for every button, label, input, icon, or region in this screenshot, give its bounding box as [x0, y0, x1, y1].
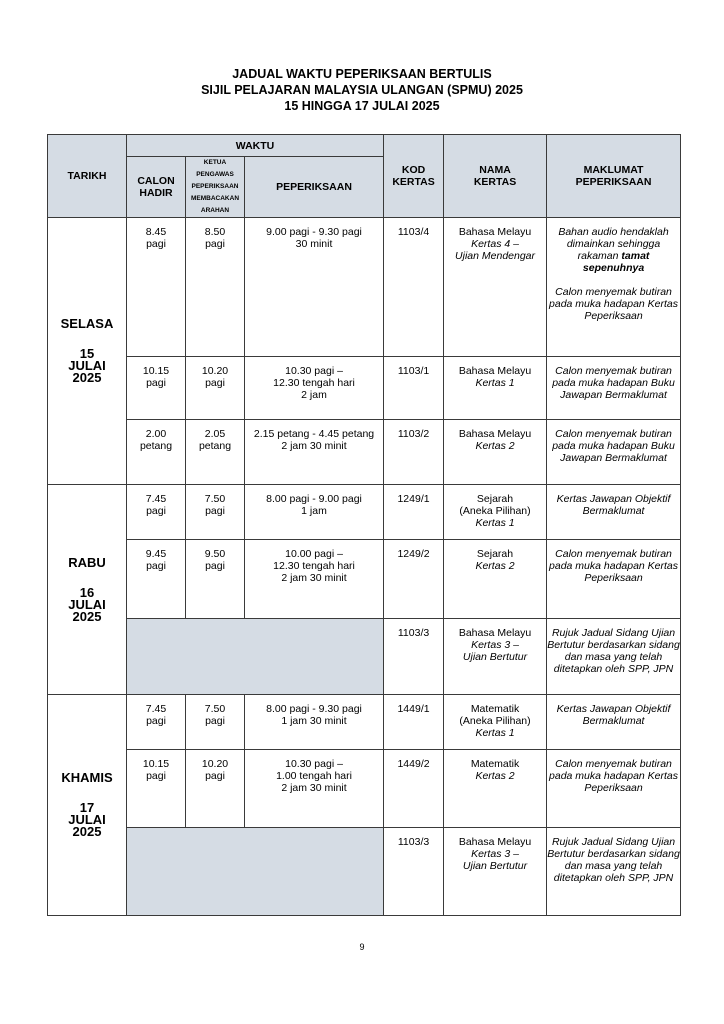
paper-code: 1103/3 — [384, 828, 444, 916]
table-row — [48, 828, 681, 916]
header-nama-kertas: NAMA KERTAS — [444, 135, 547, 218]
exam-time: 8.00 pagi - 9.30 pagi 1 jam 30 minit — [245, 695, 384, 750]
exam-info: Kertas Jawapan Objektif Bermaklumat — [547, 695, 681, 750]
ketua-pengawas-time: 7.50 pagi — [186, 695, 245, 750]
exam-info: Rujuk Jadual Sidang Ujian Bertutur berdasarkan sidang dan masa yang telah ditetapkan oleh SPP, JPN — [547, 619, 681, 695]
document-date-range: 15 HINGGA 17 JULAI 2025 — [284, 99, 440, 113]
day-cell-selasa: SELASA 15 JULAI 2025 — [48, 218, 127, 485]
exam-info: Calon menyemak butiran pada muka hadapan Kertas Peperiksaan — [547, 540, 681, 619]
paper-name: Sejarah Kertas 2 — [444, 540, 547, 619]
paper-name: Bahasa Melayu Kertas 2 — [444, 420, 547, 485]
calon-hadir-time: 10.15 pagi — [127, 750, 186, 828]
header-kod-kertas: KOD KERTAS — [384, 135, 444, 218]
paper-name: Bahasa Melayu Kertas 3 – Ujian Bertutur — [444, 619, 547, 695]
table-row — [48, 357, 681, 420]
table-row — [48, 420, 681, 485]
exam-info: Rujuk Jadual Sidang Ujian Bertutur berdasarkan sidang dan masa yang telah ditetapkan oleh SPP, JPN — [547, 828, 681, 916]
calon-hadir-time: 9.45 pagi — [127, 540, 186, 619]
paper-code: 1103/4 — [384, 218, 444, 357]
shaded-gap-cell — [127, 828, 384, 916]
ketua-pengawas-time: 8.50 pagi — [186, 218, 245, 357]
page-number: 9 — [359, 942, 365, 952]
ketua-pengawas-time: 10.20 pagi — [186, 750, 245, 828]
exam-info: Calon menyemak butiran pada muka hadapan Buku Jawapan Bermaklumat — [547, 420, 681, 485]
table-row — [48, 218, 681, 357]
ketua-pengawas-time: 7.50 pagi — [186, 485, 245, 540]
paper-name: Bahasa Melayu Kertas 4 – Ujian Mendengar — [444, 218, 547, 357]
exam-time: 10.30 pagi – 1.00 tengah hari 2 jam 30 minit — [245, 750, 384, 828]
paper-code: 1249/1 — [384, 485, 444, 540]
calon-hadir-time: 8.45 pagi — [127, 218, 186, 357]
calon-hadir-time: 7.45 pagi — [127, 485, 186, 540]
header-peperiksaan: PEPERIKSAAN — [245, 157, 384, 218]
header-maklumat: MAKLUMAT PEPERIKSAAN — [547, 135, 681, 218]
paper-code: 1449/2 — [384, 750, 444, 828]
exam-time: 10.00 pagi – 12.30 tengah hari 2 jam 30 minit — [245, 540, 384, 619]
day-cell-rabu: RABU 16 JULAI 2025 — [48, 485, 127, 695]
paper-code: 1449/1 — [384, 695, 444, 750]
calon-hadir-time: 7.45 pagi — [127, 695, 186, 750]
calon-hadir-time: 2.00 petang — [127, 420, 186, 485]
shaded-gap-cell — [127, 619, 384, 695]
header-waktu: WAKTU — [127, 135, 384, 157]
table-row — [48, 619, 681, 695]
paper-code: 1249/2 — [384, 540, 444, 619]
document-subtitle: SIJIL PELAJARAN MALAYSIA ULANGAN (SPMU) 2025 — [201, 83, 523, 97]
header-calon-hadir: CALON HADIR — [127, 157, 186, 218]
paper-code: 1103/1 — [384, 357, 444, 420]
exam-timetable — [47, 134, 681, 916]
paper-name: Bahasa Melayu Kertas 3 – Ujian Bertutur — [444, 828, 547, 916]
day-cell-khamis: KHAMIS 17 JULAI 2025 — [48, 695, 127, 916]
paper-name: Matematik (Aneka Pilihan) Kertas 1 — [444, 695, 547, 750]
paper-code: 1103/3 — [384, 619, 444, 695]
table-row — [48, 540, 681, 619]
exam-time: 10.30 pagi – 12.30 tengah hari 2 jam — [245, 357, 384, 420]
table-row — [48, 485, 681, 540]
document-title: JADUAL WAKTU PEPERIKSAAN BERTULIS — [232, 67, 492, 81]
header-ketua-pengawas: KETUA PENGAWAS PEPERIKSAAN MEMBACAKAN ARAHAN — [186, 157, 245, 218]
exam-info: Calon menyemak butiran pada muka hadapan Buku Jawapan Bermaklumat — [547, 357, 681, 420]
header-tarikh: TARIKH — [48, 135, 127, 218]
ketua-pengawas-time: 2.05 petang — [186, 420, 245, 485]
paper-name: Bahasa Melayu Kertas 1 — [444, 357, 547, 420]
paper-name: Sejarah (Aneka Pilihan) Kertas 1 — [444, 485, 547, 540]
exam-info: Calon menyemak butiran pada muka hadapan Kertas Peperiksaan — [547, 750, 681, 828]
table-row — [48, 695, 681, 750]
paper-name: Matematik Kertas 2 — [444, 750, 547, 828]
exam-time: 9.00 pagi - 9.30 pagi 30 minit — [245, 218, 384, 357]
exam-info: Kertas Jawapan Objektif Bermaklumat — [547, 485, 681, 540]
ketua-pengawas-time: 10.20 pagi — [186, 357, 245, 420]
paper-code: 1103/2 — [384, 420, 444, 485]
exam-info: Bahan audio hendaklah dimainkan sehingga rakaman tamat sepenuhnya Calon menyemak butiran pada muka hadapan Kertas Peperiksaan — [547, 218, 681, 357]
exam-time: 2.15 petang - 4.45 petang 2 jam 30 minit — [245, 420, 384, 485]
exam-time: 8.00 pagi - 9.00 pagi 1 jam — [245, 485, 384, 540]
table-row — [48, 750, 681, 828]
calon-hadir-time: 10.15 pagi — [127, 357, 186, 420]
ketua-pengawas-time: 9.50 pagi — [186, 540, 245, 619]
